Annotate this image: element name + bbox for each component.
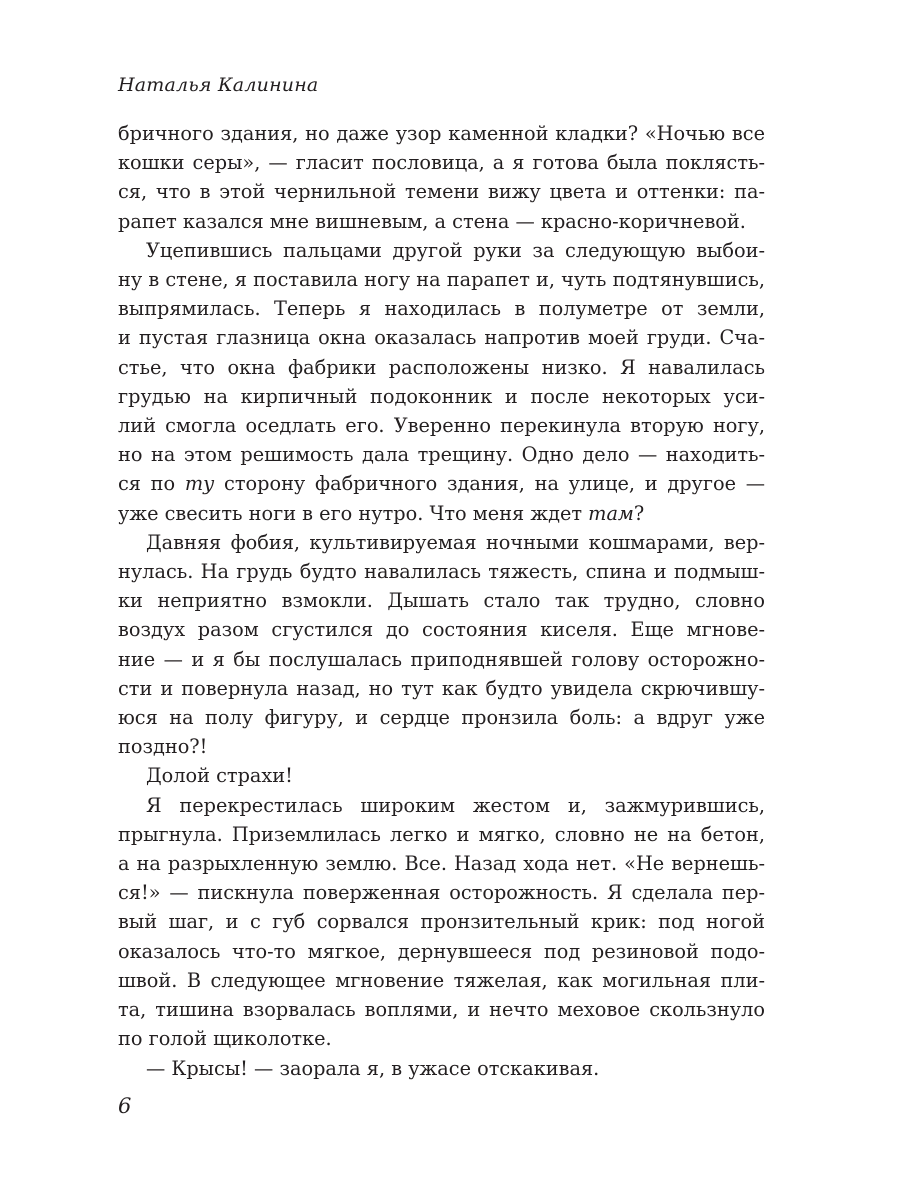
paragraph: [118, 1054, 765, 1083]
text-line: грудью на кирпичный подоконник и после некоторых уси-: [118, 384, 765, 408]
paragraph: [118, 528, 765, 762]
paragraph: [118, 119, 765, 236]
paragraph: [118, 791, 765, 1054]
text-line: ну в стене, я поставила ногу на парапет и, чуть подтянувшись,: [118, 268, 765, 292]
text-line: оказалось что-то мягкое, дернувшееся под резиновой подо-: [118, 939, 765, 963]
text-line: рапет казался мне вишневым, а стена — красно-коричневой.: [118, 209, 746, 233]
text-line: юся на полу фигуру, и сердце пронзила боль: а вдруг уже: [118, 706, 765, 730]
text-line: по голой щиколотке.: [118, 1027, 332, 1051]
text-line: — Крысы! — заорала я, в ужасе отскакивая.: [146, 1056, 600, 1080]
text-line: швой. В следующее мгновение тяжелая, как могильная пли-: [118, 968, 765, 992]
text-line: кошки серы», — гласит пословица, а я готова была поклясть-: [118, 151, 765, 175]
text-line: выпрямилась. Теперь я находилась в полуметре от земли,: [118, 297, 765, 321]
text-line: Я перекрестилась широким жестом и, зажмурившись,: [146, 793, 765, 817]
text-line: сти и повернула назад, но тут как будто увидела скрючившу-: [118, 676, 765, 700]
running-head-author: Наталья Калинина: [118, 74, 319, 96]
text-line: Давняя фобия, культивируемая ночными кошмарами, вер-: [146, 530, 765, 554]
text-line: та, тишина взорвалась воплями, и нечто меховое скользнуло: [118, 998, 765, 1022]
text-line: и пустая глазница окна оказалась напротив моей груди. Сча-: [118, 326, 765, 350]
paragraph: [118, 236, 765, 528]
text-line: нулась. На грудь будто навалилась тяжесть, спина и подмыш-: [118, 560, 765, 584]
text-line: ние — и я бы послушалась приподнявшей голову осторожно-: [118, 647, 765, 671]
text-line: воздух разом сгустился до состояния киселя. Еще мгнове-: [118, 618, 765, 642]
text-line: ся, что в этой чернильной темени вижу цвета и оттенки: па-: [118, 180, 765, 204]
text-line: поздно?!: [118, 735, 208, 759]
text-line: ки неприятно взмокли. Дышать стало так трудно, словно: [118, 589, 765, 613]
text-line: ся!» — пискнула поверженная осторожность. Я сделала пер-: [118, 881, 765, 905]
text-line: ся по ту сторону фабричного здания, на улице, и другое —: [118, 472, 765, 496]
page-number: 6: [118, 1094, 132, 1118]
body-text: [118, 119, 765, 1083]
text-line: вый шаг, и с губ сорвался пронзительный крик: под ногой: [118, 910, 765, 934]
text-line: бричного здания, но даже узор каменной кладки? «Ночью все: [118, 122, 765, 145]
paragraph: [118, 761, 765, 790]
text-line: прыгнула. Приземлилась легко и мягко, словно не на бетон,: [118, 822, 765, 846]
text-line: но на этом решимость дала трещину. Одно дело — находить-: [118, 443, 765, 467]
text-line: лий смогла оседлать его. Уверенно перекинула вторую ногу,: [118, 414, 765, 438]
text-line: а на разрыхленную землю. Все. Назад хода нет. «Не вернешь-: [118, 852, 765, 876]
text-line: уже свесить ноги в его нутро. Что меня ждет там?: [118, 501, 645, 525]
text-line: стье, что окна фабрики расположены низко. Я навалилась: [118, 355, 765, 379]
text-line: Уцепившись пальцами другой руки за следующую выбои-: [146, 238, 765, 262]
text-line: Долой страхи!: [146, 764, 293, 788]
